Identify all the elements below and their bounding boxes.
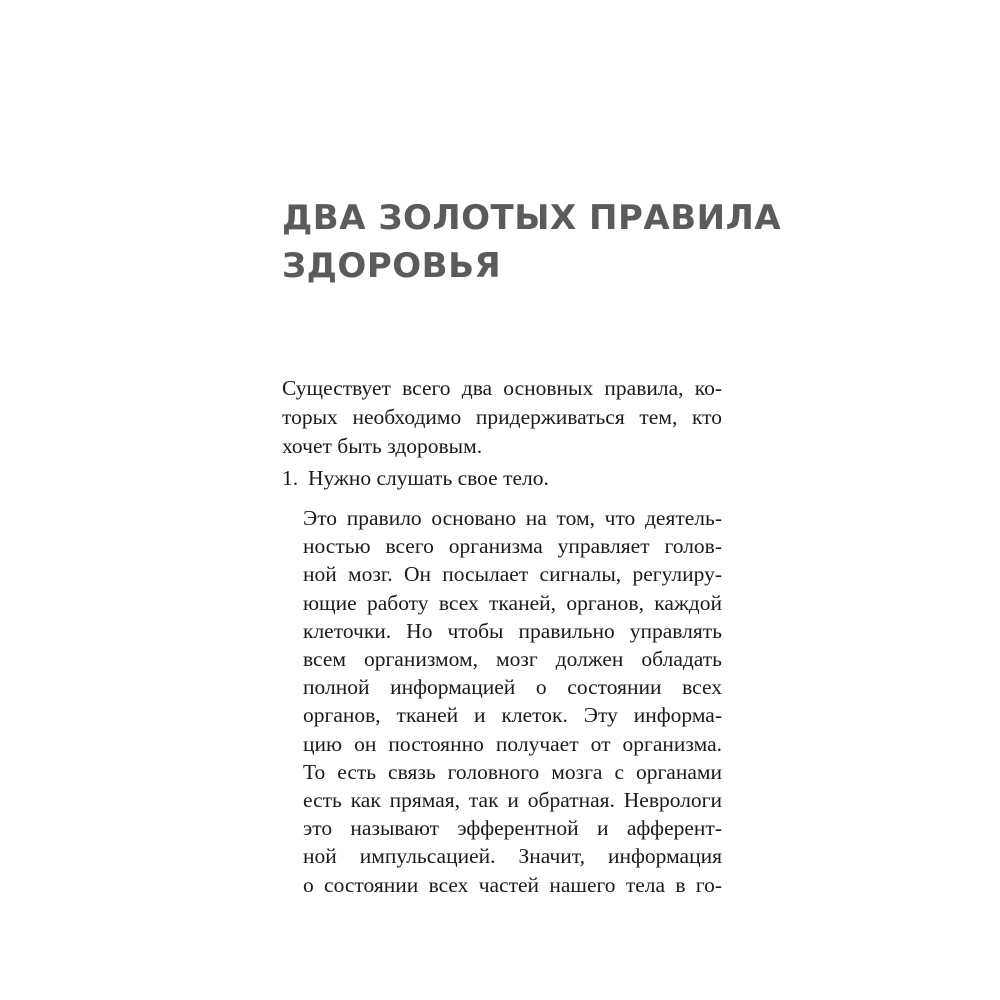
text-line: полной информацией о состоянии всех [303, 675, 722, 700]
text-line: о состоянии всех частей нашего тела в го- [303, 872, 722, 897]
text-line: хочет быть здоровым. [282, 434, 483, 458]
chapter-title-line: ДВА ЗОЛОТЫХ ПРАВИЛА [282, 198, 782, 238]
intro-paragraph [282, 374, 722, 461]
text-line: Это правило основано на том, что деятель- [303, 506, 722, 530]
text-line: органов, тканей и клеток. Эту информа- [303, 703, 722, 728]
numbered-list-item [282, 464, 722, 493]
rule-explanation-paragraph [303, 504, 722, 899]
text-line: ющие работу всех тканей, органов, каждой [303, 590, 722, 615]
chapter-title [282, 194, 782, 290]
text-line: То есть связь головного мозга с органами [303, 759, 722, 784]
text-line: торых необходимо придерживаться тем, кто [282, 405, 722, 429]
text-line: всем организмом, мозг должен обладать [303, 647, 722, 672]
list-item-text: Нужно слушать свое тело. [308, 466, 549, 490]
chapter-title-line: ЗДОРОВЬЯ [282, 246, 502, 286]
text-line: ной импульсацией. Значит, информация [303, 844, 722, 869]
text-line: есть как прямая, так и обратная. Неврологи [303, 788, 722, 813]
text-line: это называют эфферентной и афферент- [303, 816, 722, 841]
text-line: ностью всего организма управляет голов- [303, 534, 722, 559]
list-number: 1. [282, 466, 299, 490]
text-line: Существует всего два основных правила, ко- [282, 376, 722, 400]
text-line: клеточки. Но чтобы правильно управлять [303, 618, 722, 643]
text-line: ной мозг. Он посылает сигналы, регулиру- [303, 562, 722, 587]
text-line: цию он постоянно получает от организма. [303, 731, 722, 756]
